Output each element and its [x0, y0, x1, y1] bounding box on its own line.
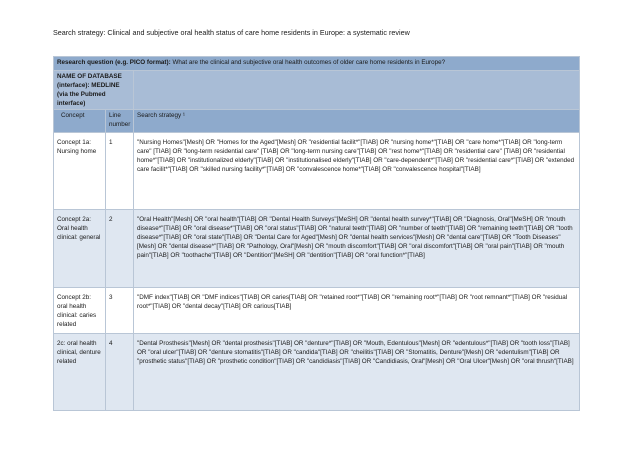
line-number-cell: 2	[106, 210, 134, 288]
table-row	[54, 288, 580, 334]
search-strategy-cell: "Dental Prosthesis"[Mesh] OR "dental prosthesis"[TIAB] OR "denture*"[TIAB] OR "Mouth, Edentulous"[Mesh] OR "edentulous*"[TIAB] OR "tooth loss"[TIAB] OR "oral ulcer"[TIAB] OR "denture stomatitis"[TIAB] OR "candida"[TIAB] OR "cheilitis"[TIAB] OR "Stomatitis, Denture"[Mesh] OR "edentulism"[TIAB] OR "prosthetic status"[TIAB] OR "prosthetic condition"[TIAB] OR "candidiasis"[TIAB] OR "Candidiasis, Oral"[Mesh] OR "Oral Ulcer"[Mesh] OR "oral thrush"[TIAB]	[134, 334, 580, 411]
search-strategy-cell: "Oral Health"[Mesh] OR "oral health"[TIAB] OR "Dental Health Surveys"[MeSH] OR "dental health survey*"[TIAB] OR "Diagnosis, Oral"[MeSH] OR "mouth disease*"[TIAB] OR "oral disease*"[TIAB] OR "oral status"[TIAB] OR "natural teeth"[TIAB] OR "number of teeth"[TIAB] OR "remaining teeth"[TIAB] OR "tooth disease*"[TIAB] OR "oral state"[TIAB] OR "Dental Care for Aged"[Mesh] OR "dental health services"[Mesh] OR "dental care"[TIAB] OR "Tooth Diseases"[Mesh] OR "dental disease*"[TIAB] OR "Pathology, Oral"[Mesh] OR "mouth discomfort"[TIAB] OR "oral discomfort"[TIAB] OR "oral pain"[TIAB] OR "mouth pain"[TIAB] OR "toothache"[TIAB] OR "Dentition"[MeSH] OR "dentition"[TIAB] OR "oral function*"[TIAB]	[134, 210, 580, 288]
search-strategy-table	[53, 56, 580, 411]
database-blank-cell	[134, 71, 580, 110]
table-row	[54, 334, 580, 411]
database-row	[54, 71, 580, 110]
line-number-cell: 3	[106, 288, 134, 334]
search-strategy-cell: "Nursing Homes"[Mesh] OR "Homes for the Aged"[Mesh] OR "residential facilit*"[TIAB] OR "nursing home*"[TIAB] OR "care home*"[TIAB] OR "long-term care" [TIAB] OR "long-term residential care" [TIAB] OR "long-term nursing care"[TIAB] OR "rest home*"[TIAB] OR "residential care" [TIAB] OR "residential home*"[TIAB] OR "institutionalized elderly"[TIAB] OR "institutionalised elderly"[TIAB] OR "care-dependent*"[TIAB] OR "residential care*"[TIAB] OR "extended care facilit*"[TIAB] OR "skilled nursing facility*"[TIAB] OR "convalescence home*"[TIAB] OR "convalescence hospital"[TIAB]	[134, 133, 580, 210]
column-header-concept: Concept	[54, 110, 106, 133]
line-number-cell: 4	[106, 334, 134, 411]
table-row	[54, 210, 580, 288]
column-header-line-number: Line number	[106, 110, 134, 133]
table-row	[54, 133, 580, 210]
column-header-row	[54, 110, 580, 133]
research-question-row	[54, 57, 580, 71]
database-label: NAME OF DATABASE (interface): MEDLINE (via the Pubmed interface)	[54, 71, 134, 110]
concept-cell: Concept 2a: Oral health clinical: general	[54, 210, 106, 288]
concept-cell: 2c: oral health clinical, denture related	[54, 334, 106, 411]
research-question-cell	[54, 57, 580, 71]
column-header-search-strategy: Search strategy ¹	[134, 110, 580, 133]
concept-cell: Concept 1a: Nursing home	[54, 133, 106, 210]
research-question-label: Research question (e.g. PICO format):	[57, 59, 171, 66]
research-question-text: What are the clinical and subjective oral health outcomes of older care home residents in Europe?	[172, 59, 446, 66]
search-strategy-cell: "DMF index"[TIAB] OR "DMF indices"[TIAB] OR caries[TIAB] OR "retained root*"[TIAB] OR "remaining root*"[TIAB] OR "root remnant*"[TIAB] OR "residual root*"[TIAB] OR "dental decay"[TIAB] OR carious[TIAB]	[134, 288, 580, 334]
line-number-cell: 1	[106, 133, 134, 210]
document-title: Search strategy: Clinical and subjective oral health status of care home residents in Europe: a systematic review	[53, 28, 410, 37]
concept-cell: Concept 2b: oral health clinical: caries related	[54, 288, 106, 334]
